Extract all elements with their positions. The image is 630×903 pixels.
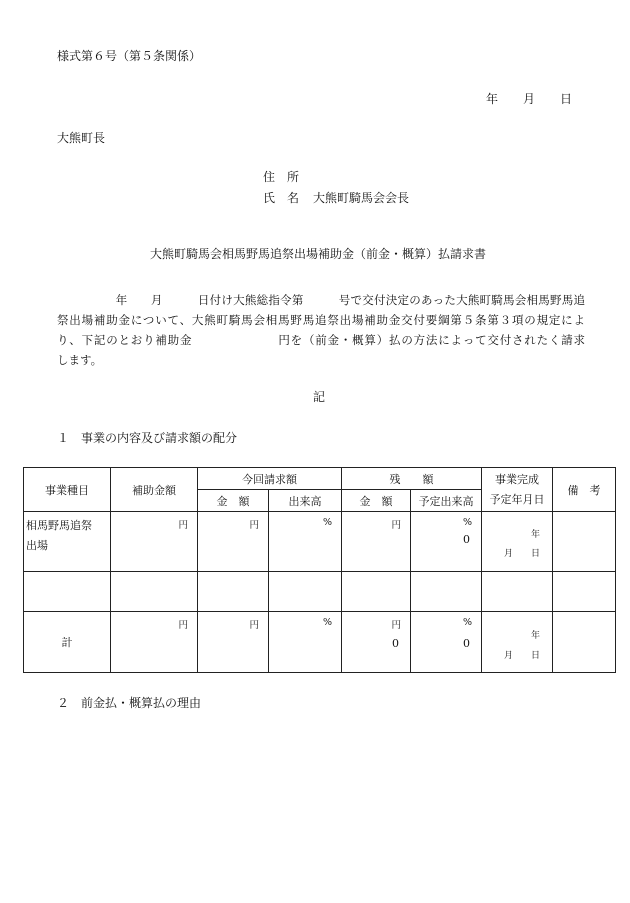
nen-unit: 年 [530,631,540,641]
cell-empty [24,572,111,612]
yen-unit: 円 [178,620,188,631]
header-dekidaka: 出来高 [269,490,342,512]
document-title: 大熊町騎馬会相馬野馬追祭出場補助金（前金・概算）払請求書 [150,247,487,261]
header-jigyo-kansei [482,468,553,512]
addressee: 大熊町長 [57,131,106,145]
date-year-label: 年 [486,92,499,106]
section-1-heading: １ 事業の内容及び請求額の配分 [57,431,238,445]
jigyo-name-line2: 出場 [26,539,48,552]
cell-jigyo-name [24,512,111,572]
header-jigyo-shumoku: 事業種目 [24,468,111,512]
cell-biko [553,512,616,572]
cell-yotei-dekidaka [411,612,482,673]
body-line: します。 [57,353,103,367]
tsuki-unit: 月 [504,549,514,559]
header-kinkaku-zan: 金 額 [342,490,411,512]
table-row [24,512,616,572]
cell-konkai-kinkaku [198,512,269,572]
header-kinkaku: 金 額 [198,490,269,512]
table-row-total [24,612,616,673]
hi-unit: 日 [530,651,540,661]
name-label: 氏 名 [263,191,300,205]
header-jigyo-kansei-line2: 予定年月日 [489,492,545,506]
cell-empty [342,572,411,612]
yotei-dekidaka-value: 0 [463,637,470,650]
header-yotei-dekidaka: 予定出来高 [411,490,482,512]
hi-unit: 日 [530,549,540,559]
header-zangaku: 残 額 [342,468,482,490]
ki-label: 記 [313,390,326,404]
date-day-label: 日 [560,92,573,106]
request-body [57,290,585,370]
allocation-table [23,467,616,673]
cell-hojokin [111,612,198,673]
cell-empty [111,572,198,612]
body-line: 祭出場補助金について、大熊町騎馬会相馬野馬追祭出場補助金交付要綱第５条第３項の規定によ [57,313,585,327]
body-line: り、下記のとおり補助金 円を（前金・概算）払の方法によって交付されたく請求 [57,333,585,347]
section-2-heading: ２ 前金払・概算払の理由 [57,696,202,710]
yen-unit: 円 [249,620,259,631]
yen-unit: 円 [249,520,259,531]
body-line: 年 月 日付け大熊総指令第 号で交付決定のあった大熊町騎馬会相馬野馬追 [57,293,585,307]
header-biko: 備 考 [553,468,616,512]
cell-biko [553,612,616,673]
tsuki-unit: 月 [504,651,514,661]
percent-unit: % [462,617,472,628]
cell-dekidaka [269,512,342,572]
cell-zan-kinkaku [342,612,411,673]
cell-yotei-dekidaka [411,512,482,572]
zan-kinkaku-value: 0 [392,637,399,650]
cell-kansei-date [482,512,553,572]
yotei-dekidaka-value: 0 [463,533,470,546]
cell-zan-kinkaku [342,512,411,572]
percent-unit: % [462,517,472,528]
total-label: 計 [24,612,111,673]
jigyo-name-line1: 相馬野馬追祭 [26,519,92,532]
nen-unit: 年 [530,530,540,540]
yen-unit: 円 [178,520,188,531]
cell-dekidaka [269,612,342,673]
header-jigyo-kansei-line1: 事業完成 [495,472,539,486]
yen-unit: 円 [391,520,401,531]
header-konkai-seikyu: 今回請求額 [198,468,342,490]
cell-konkai-kinkaku [198,612,269,673]
cell-hojokin [111,512,198,572]
cell-empty [482,572,553,612]
percent-unit: % [322,617,332,628]
percent-unit: % [322,517,332,528]
form-number: 様式第６号（第５条関係） [57,49,202,63]
cell-empty [269,572,342,612]
table-row [24,572,616,612]
cell-empty [411,572,482,612]
cell-kansei-date [482,612,553,673]
date-month-label: 月 [523,92,536,106]
address-label: 住 所 [263,170,300,184]
cell-empty [553,572,616,612]
name-value: 大熊町騎馬会会長 [313,191,410,205]
yen-unit: 円 [391,620,401,631]
header-hojokin-gaku: 補助金額 [111,468,198,512]
cell-empty [198,572,269,612]
